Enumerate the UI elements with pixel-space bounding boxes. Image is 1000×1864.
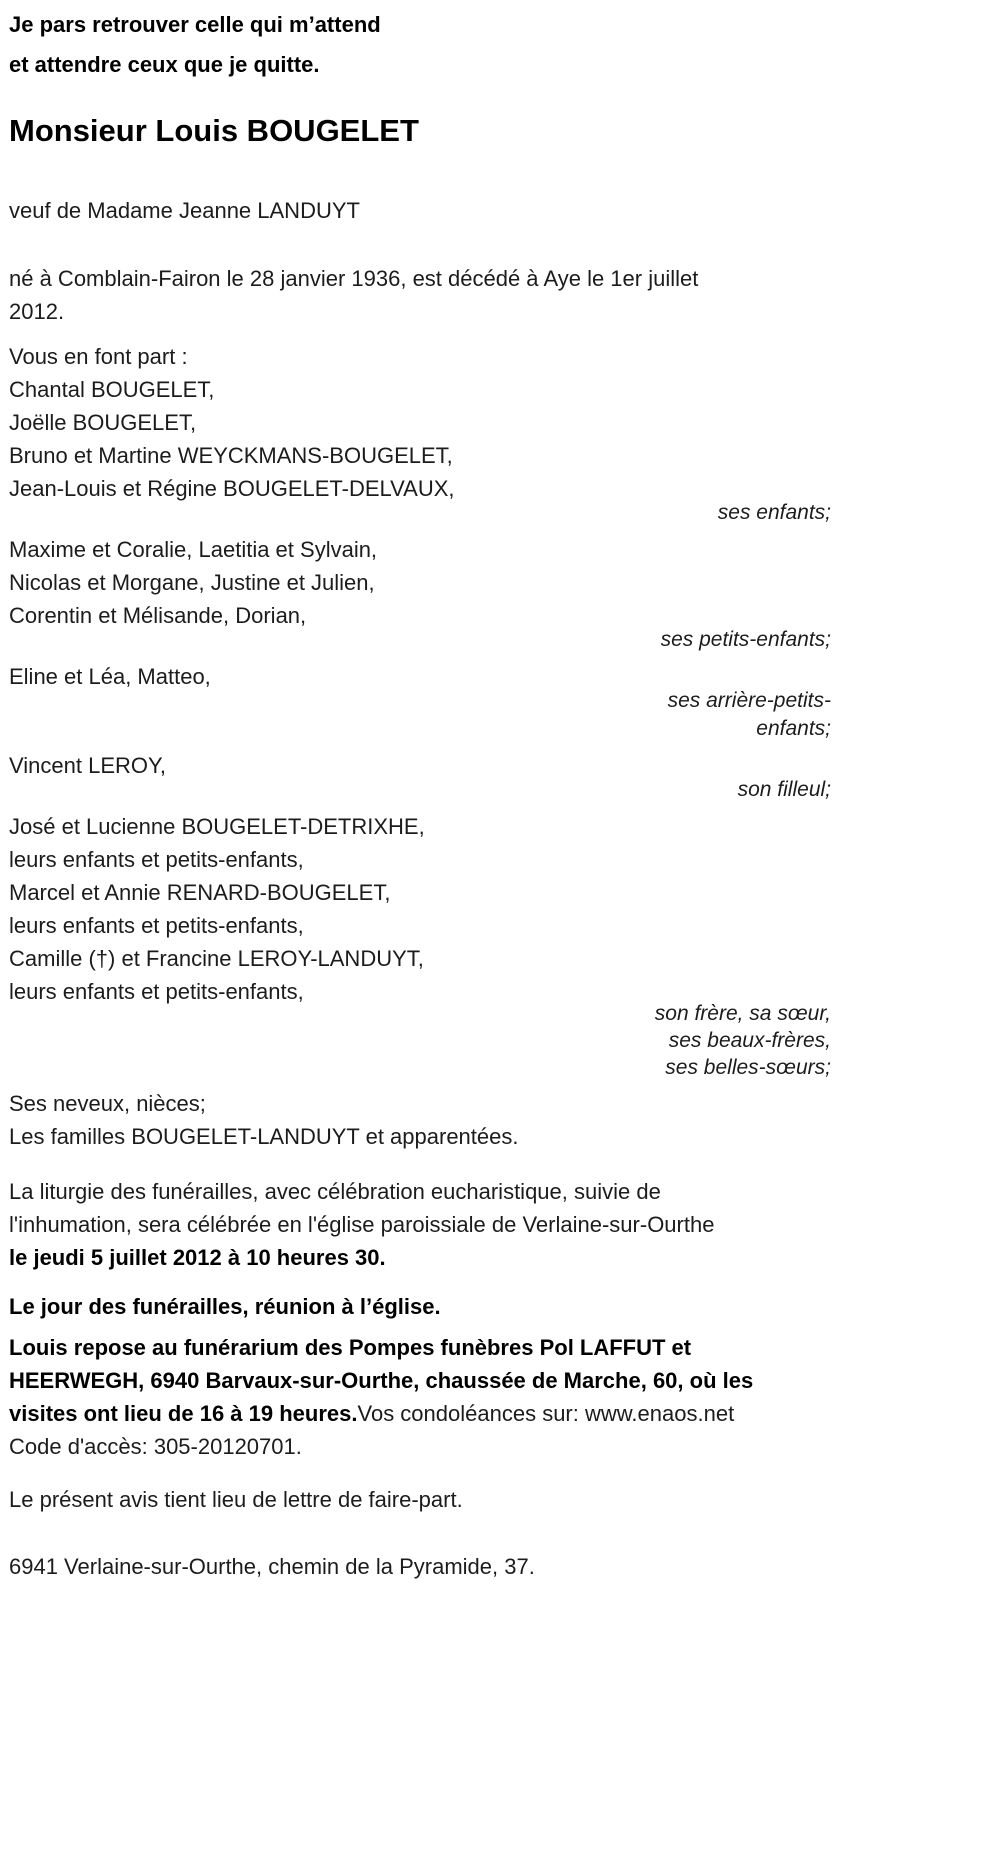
member-line: Jean-Louis et Régine BOUGELET-DELVAUX, [9, 476, 455, 501]
life-dates-line-1: né à Comblain-Fairon le 28 janvier 1936, est décédé à Aye le 1er juillet [9, 266, 699, 291]
relation-label-children: ses enfants; [717, 501, 831, 524]
member-line: Chantal BOUGELET, [9, 377, 215, 402]
relation-line: ses arrière-petits- [667, 689, 831, 712]
liturgy-line-2: l'inhumation, sera célébrée en l'église paroissiale de Verlaine-sur-Ourthe [9, 1212, 715, 1237]
repose-line-2: HEERWEGH, 6940 Barvaux-sur-Ourthe, chaussée de Marche, 60, où les [9, 1368, 754, 1393]
relation-label-grandchildren: ses petits-enfants; [660, 628, 831, 651]
announcement-intro: Vous en font part : [9, 344, 188, 369]
liturgy-datetime: le jeudi 5 juillet 2012 à 10 heures 30. [9, 1245, 386, 1270]
relation-label-godson: son filleul; [737, 778, 831, 801]
member-line: Corentin et Mélisande, Dorian, [9, 603, 307, 628]
member-line: leurs enfants et petits-enfants, [9, 979, 304, 1004]
condolences-text: Vos condoléances sur: www.enaos.net [357, 1401, 735, 1426]
member-line: Camille (†) et Francine LEROY-LANDUYT, [9, 946, 424, 971]
closing-line-nephews: Ses neveux, nièces; [9, 1091, 206, 1116]
notice-line: Le présent avis tient lieu de lettre de faire-part. [9, 1487, 463, 1512]
member-line: Maxime et Coralie, Laetitia et Sylvain, [9, 537, 378, 562]
member-line: Nicolas et Morgane, Justine et Julien, [9, 570, 375, 595]
member-line: leurs enfants et petits-enfants, [9, 847, 304, 872]
family-group-children [9, 373, 831, 527]
meeting-line: Le jour des funérailles, réunion à l’église. [9, 1294, 441, 1319]
repose-paragraph [9, 1331, 831, 1430]
relation-line: ses beaux-frères, [668, 1029, 831, 1052]
liturgy-line-1: La liturgie des funérailles, avec célébration eucharistique, suivie de [9, 1179, 661, 1204]
life-dates-line-2: 2012. [9, 299, 65, 324]
family-group-godson [9, 749, 831, 804]
member-line: Joëlle BOUGELET, [9, 410, 197, 435]
member-line: Vincent LEROY, [9, 753, 166, 778]
deceased-name: Monsieur Louis BOUGELET [9, 113, 419, 148]
spouse-line: veuf de Madame Jeanne LANDUYT [9, 198, 360, 223]
member-line: Bruno et Martine WEYCKMANS-BOUGELET, [9, 443, 453, 468]
epigraph-line-1: Je pars retrouver celle qui m’attend [9, 12, 381, 37]
epigraph [9, 12, 831, 78]
access-code-line: Code d'accès: 305-20120701. [9, 1434, 302, 1459]
life-dates-paragraph [9, 262, 831, 328]
liturgy-paragraph [9, 1175, 831, 1274]
relation-line: ses belles-sœurs; [665, 1056, 831, 1079]
member-line: leurs enfants et petits-enfants, [9, 913, 304, 938]
relation-label-great-grandchildren [9, 687, 831, 743]
family-group-great-grandchildren [9, 660, 831, 743]
relation-line: enfants; [756, 717, 831, 740]
closing-line-families: Les familles BOUGELET-LANDUYT et apparentées. [9, 1124, 519, 1149]
repose-line-3: visites ont lieu de 16 à 19 heures. [9, 1401, 358, 1426]
repose-line-1: Louis repose au funérarium des Pompes funèbres Pol LAFFUT et [9, 1335, 692, 1360]
family-group-grandchildren [9, 533, 831, 654]
member-line: José et Lucienne BOUGELET-DETRIXHE, [9, 814, 425, 839]
relation-line: son frère, sa sœur, [654, 1002, 831, 1025]
funeral-notice [9, 0, 831, 1583]
family-group-siblings [9, 810, 831, 1081]
member-line: Eline et Léa, Matteo, [9, 664, 211, 689]
epigraph-line-2: et attendre ceux que je quitte. [9, 52, 320, 77]
address-line: 6941 Verlaine-sur-Ourthe, chemin de la Pyramide, 37. [9, 1554, 535, 1579]
relation-label-siblings [9, 1000, 831, 1081]
member-line: Marcel et Annie RENARD-BOUGELET, [9, 880, 391, 905]
